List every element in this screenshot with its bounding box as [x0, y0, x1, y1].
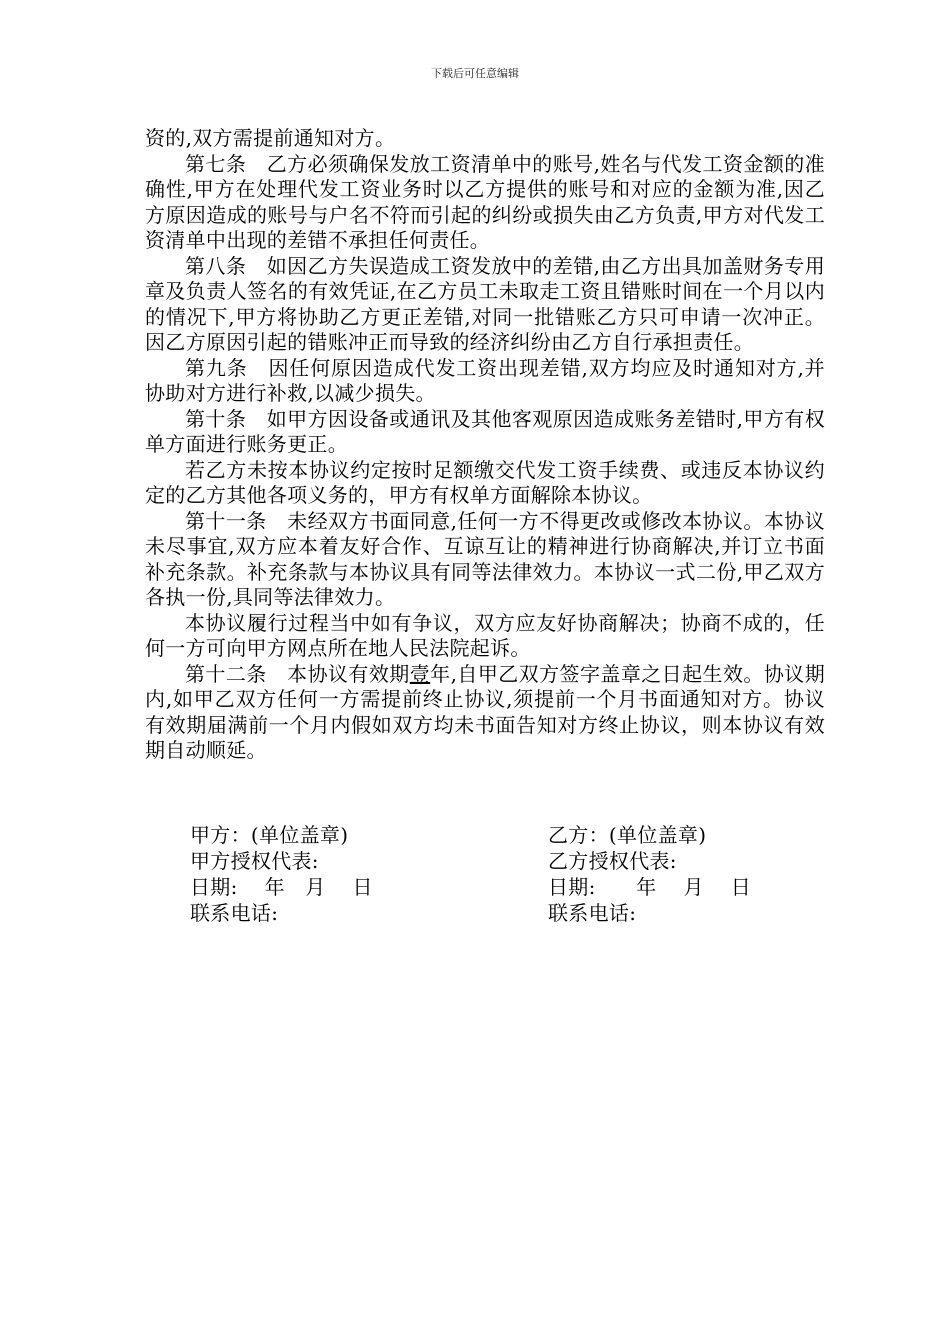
- party-a-date-label: 日期: 年 月 日: [190, 875, 373, 899]
- party-b-signature-block: [548, 822, 751, 926]
- party-a-seal-label: 甲方：(单位盖章): [190, 823, 349, 847]
- page-header-note: 下载后可任意编辑: [431, 67, 519, 80]
- party-a-signature-block: [190, 822, 373, 926]
- validity-term-underlined: 壹: [409, 661, 431, 686]
- paragraph-continuation: 资的,双方需提前通知对方。: [145, 126, 396, 150]
- party-b-representative-label: 乙方授权代表:: [548, 849, 677, 873]
- party-a-representative-label: 甲方授权代表:: [190, 849, 319, 873]
- agreement-body: [145, 126, 825, 764]
- party-b-phone-label: 联系电话:: [548, 901, 637, 925]
- party-b-seal-label: 乙方：(单位盖章): [548, 823, 707, 847]
- article-12: [145, 662, 825, 764]
- dispute-clause: 本协议履行过程当中如有争议，双方应友好协商解决；协商不成的，任何一方可向甲方网点所在地人民法院起诉。: [145, 610, 825, 660]
- article-8: 第八条 如因乙方失误造成工资发放中的差错,由乙方出具加盖财务专用章及负责人签名的有效凭证,在乙方员工未取走工资且错账时间在一个月以内的情况下,甲方将协助乙方更正差错,对同一批错账乙方只可申请一次冲正。因乙方原因引起的错账冲正而导致的经济纠纷由乙方自行承担责任。: [145, 253, 825, 354]
- party-a-phone-label: 联系电话:: [190, 901, 279, 925]
- article-9: 第九条 因任何原因造成代发工资出现差错,双方均应及时通知对方,并协助对方进行补救,以减少损失。: [145, 355, 825, 405]
- party-b-date-label: 日期: 年 月 日: [548, 875, 752, 899]
- article-10: 第十条 如甲方因设备或通讯及其他客观原因造成账务差错时,甲方有权单方面进行账务更正。: [145, 406, 825, 456]
- termination-clause: 若乙方未按本协议约定按时足额缴交代发工资手续费、或违反本协议约定的乙方其他各项义务的，甲方有权单方面解除本协议。: [145, 457, 825, 507]
- article-12-lead: 第十二条 本协议有效期: [185, 661, 410, 686]
- article-7: 第七条 乙方必须确保发放工资清单中的账号,姓名与代发工资金额的准确性,甲方在处理代发工资业务时以乙方提供的账号和对应的金额为准,因乙方原因造成的账号与户名不符而引起的纠纷或损失由乙方负责,甲方对代发工资清单中出现的差错不承担任何责任。: [145, 151, 825, 252]
- article-11: 第十一条 未经双方书面同意,任何一方不得更改或修改本协议。本协议未尽事宜,双方应本着友好合作、互谅互让的精神进行协商解决,并订立书面补充条款。补充条款与本协议具有同等法律效力。本协议一式二份,甲乙双方各执一份,具同等法律效力。: [145, 508, 825, 609]
- article-12-rest: 年,自甲乙双方签字盖章之日起生效。协议期内,如甲乙双方任何一方需提前终止协议,须提前一个月书面通知对方。协议有效期届满前一个月内假如双方均未书面告知对方终止协议，则本协议有效期自动顺延。: [145, 661, 825, 762]
